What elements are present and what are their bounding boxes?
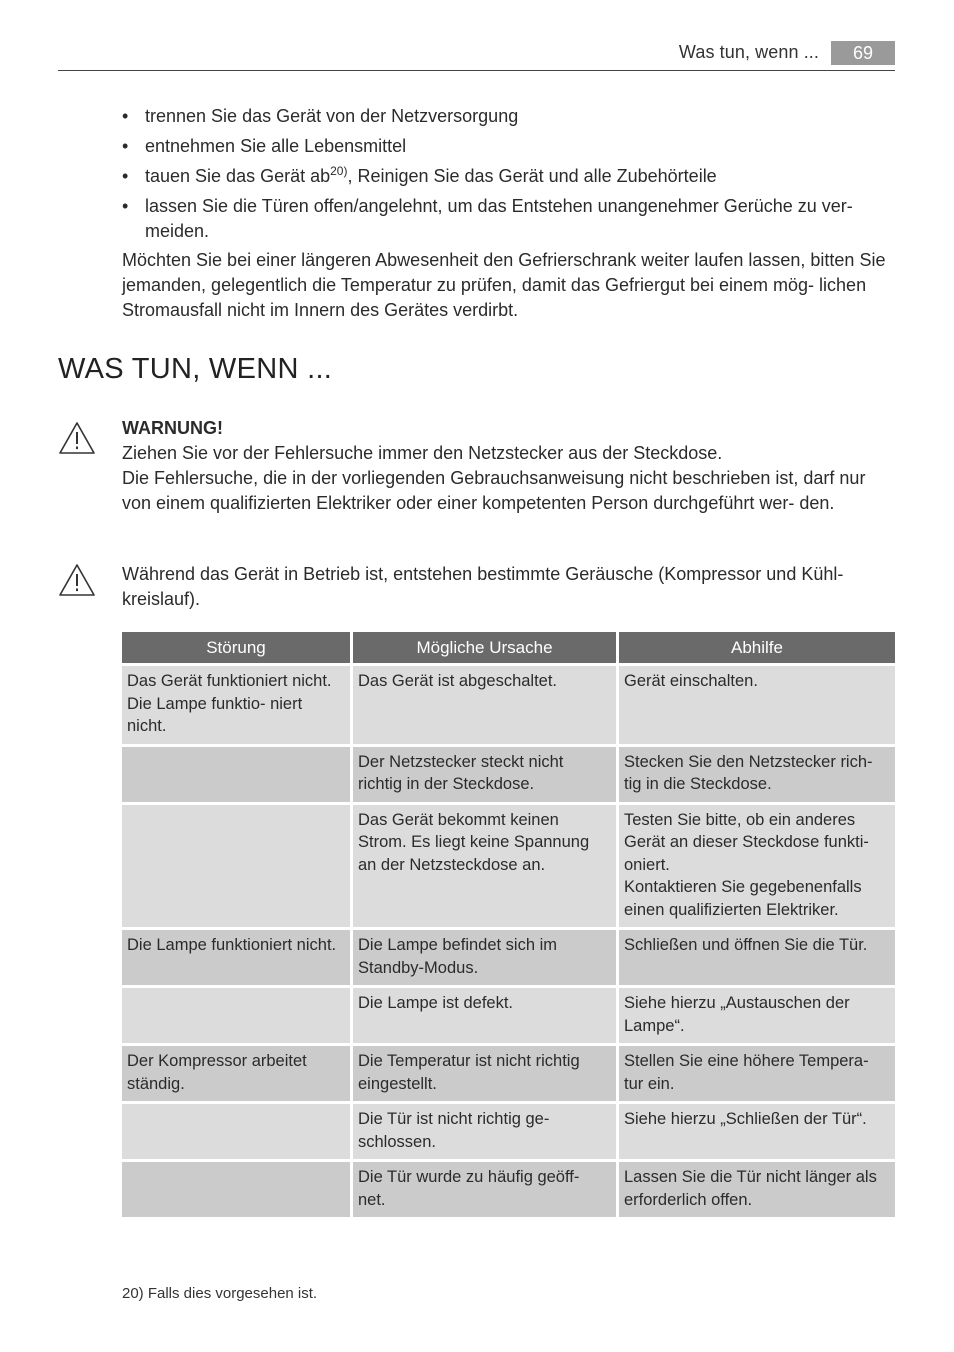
warning-triangle-icon xyxy=(58,421,96,455)
column-header: Abhilfe xyxy=(619,632,895,666)
section-title: WAS TUN, WENN ... xyxy=(58,353,333,385)
table-row xyxy=(122,1104,895,1162)
warning-text: Die Fehlersuche, die in der vorliegenden Gebrauchsanweisung nicht beschrieben ist, darf nur von einem qualifizierten Elektriker oder einer kompetenten Person durchgeführt wer- den. xyxy=(122,468,866,513)
list-item: • trennen Sie das Gerät von der Netzversorgung xyxy=(122,104,894,129)
table-cell: Die Lampe funktioniert nicht. xyxy=(122,930,353,988)
header-divider xyxy=(58,70,895,71)
footnote-reference: 20) xyxy=(330,164,348,178)
table-cell: Stellen Sie eine höhere Tempera- tur ein. xyxy=(619,1046,895,1104)
header-title: Was tun, wenn ... xyxy=(678,42,819,62)
table-cell: Das Gerät bekommt keinen Strom. Es liegt keine Spannung an der Netzsteckdose an. xyxy=(353,805,619,931)
table-cell: Die Lampe befindet sich im Standby-Modus. xyxy=(353,930,619,988)
intro-paragraph: Möchten Sie bei einer längeren Abwesenheit den Gefrierschrank weiter laufen lassen, bitten Sie jemanden, gelegentlich die Temperatur zu prüfen, damit das Gefriergut bei einem mög- lichen Stromausfall nicht im Innern des Gerätes verdirbt. xyxy=(122,250,886,320)
caution-text: Während das Gerät in Betrieb ist, entstehen bestimmte Geräusche (Kompressor und Kühl- kreislauf). xyxy=(122,564,844,609)
table-row xyxy=(122,1162,895,1220)
list-item: • entnehmen Sie alle Lebensmittel xyxy=(122,134,894,159)
column-header: Störung xyxy=(122,632,353,666)
list-item-text: , Reinigen Sie das Gerät und alle Zubehörteile xyxy=(347,166,717,186)
table-cell: Der Netzstecker steckt nicht richtig in der Steckdose. xyxy=(353,747,619,805)
page-number: 69 xyxy=(831,41,895,65)
table-cell: Das Gerät funktioniert nicht. Die Lampe funktio- niert nicht. xyxy=(122,666,353,747)
footnote: 20) Falls dies vorgesehen ist. xyxy=(122,1285,318,1302)
table-cell xyxy=(122,1162,353,1220)
table-cell: Lassen Sie die Tür nicht länger als erforderlich offen. xyxy=(619,1162,895,1220)
warning-block xyxy=(122,416,894,516)
table-cell: Siehe hierzu „Schließen der Tür“. xyxy=(619,1104,895,1162)
troubleshooting-table xyxy=(122,632,895,1220)
table-cell: Der Kompressor arbeitet ständig. xyxy=(122,1046,353,1104)
table-cell xyxy=(122,747,353,805)
warning-heading: WARNUNG! xyxy=(122,418,223,438)
table-row xyxy=(122,1046,895,1104)
table-row xyxy=(122,747,895,805)
table-cell xyxy=(122,988,353,1046)
table-cell: Die Tür ist nicht richtig ge- schlossen. xyxy=(353,1104,619,1162)
column-header: Mögliche Ursache xyxy=(353,632,619,666)
list-item xyxy=(122,164,894,189)
table-cell: Siehe hierzu „Austauschen der Lampe“. xyxy=(619,988,895,1046)
table-cell: Testen Sie bitte, ob ein anderes Gerät an dieser Steckdose funkti- oniert. Kontaktieren Sie gegebenenfalls einen qualifizierten Elektriker. xyxy=(619,805,895,931)
table-cell: Stecken Sie den Netzstecker rich- tig in die Steckdose. xyxy=(619,747,895,805)
table-cell: Die Lampe ist defekt. xyxy=(353,988,619,1046)
table-cell: Das Gerät ist abgeschaltet. xyxy=(353,666,619,747)
list-item-text: tauen Sie das Gerät ab xyxy=(145,166,331,186)
list-item: • lassen Sie die Türen offen/angelehnt, um das Entstehen unangenehmer Gerüche zu ver- meiden. xyxy=(122,194,894,244)
table-cell: Schließen und öffnen Sie die Tür. xyxy=(619,930,895,988)
table-cell: Die Temperatur ist nicht richtig eingestellt. xyxy=(353,1046,619,1104)
table-row xyxy=(122,930,895,988)
table-cell: Die Tür wurde zu häufig geöff- net. xyxy=(353,1162,619,1220)
caution-block xyxy=(122,562,894,612)
table-header-row xyxy=(122,632,895,666)
table-row xyxy=(122,805,895,931)
warning-triangle-icon xyxy=(58,563,96,597)
table-row xyxy=(122,988,895,1046)
table-cell xyxy=(122,1104,353,1162)
warning-text: Ziehen Sie vor der Fehlersuche immer den Netzstecker aus der Steckdose. xyxy=(122,443,723,463)
table-cell: Gerät einschalten. xyxy=(619,666,895,747)
table-row xyxy=(122,666,895,747)
bullet-list xyxy=(122,104,894,249)
table-cell xyxy=(122,805,353,931)
